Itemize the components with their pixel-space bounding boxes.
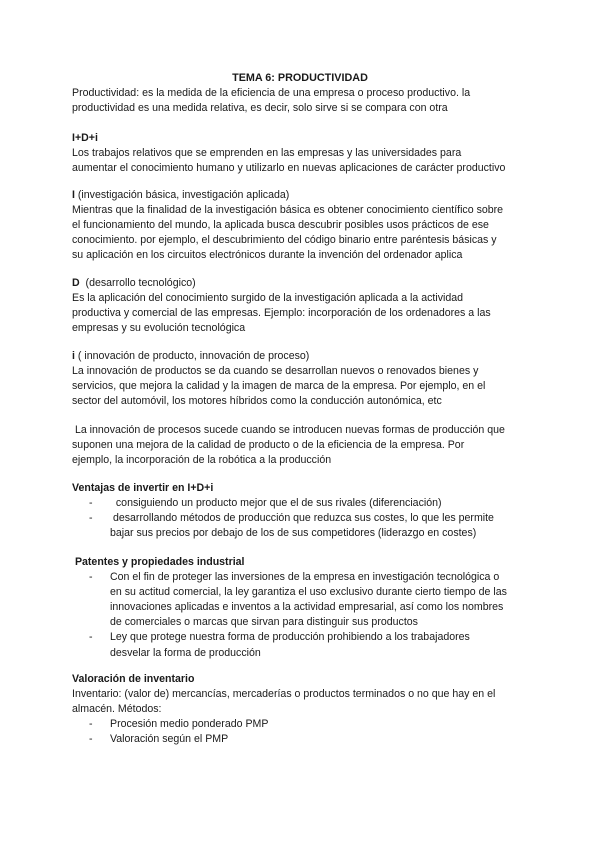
list-item-line: en su actitud comercial, la ley garantiza el uso exclusivo durante cierto tiempo de las [110, 586, 507, 599]
patentes-list [72, 570, 532, 661]
section-investigacion [72, 188, 532, 263]
heading-letter: I [72, 189, 75, 201]
dash-bullet: - [89, 571, 93, 584]
investigacion-line: el funcionamiento del mundo, la aplicada busca descubrir posibles usos prácticos de ese [72, 219, 489, 232]
proceso-line: La innovación de procesos sucede cuando se introducen nuevas formas de producción que [72, 424, 505, 436]
valoracion-line: Inventario: (valor de) mercancías, mercaderías o productos terminados o no que hay en el [72, 688, 496, 701]
list-item-line: Procesión medio ponderado PMP [110, 718, 269, 731]
section-heading-investigacion [72, 188, 532, 203]
heading-subtitle: ( innovación de producto, innovación de proceso) [74, 350, 310, 362]
section-patentes [72, 555, 532, 661]
page-title: TEMA 6: PRODUCTIVIDAD [232, 72, 368, 84]
dash-bullet: - [89, 497, 93, 510]
section-ventajas [72, 481, 532, 541]
investigacion-line: Mientras que la finalidad de la investigación básica es obtener conocimiento científico sobre [72, 204, 504, 217]
proceso-line: ejemplo, la incorporación de la robótica a la producción [72, 454, 332, 467]
innovacion-line: sector del automóvil, los motores híbridos como la conducción autonómica, etc [72, 395, 442, 408]
idi-line: aumentar el conocimiento humano y utilizarlo en nuevas aplicaciones de carácter productivo [72, 162, 506, 175]
desarrollo-line: productiva y comercial de las empresas. Ejemplo: incorporación de los ordenadores a las [72, 307, 491, 320]
idi-line: Los trabajos relativos que se emprenden en las empresas y las universidades para [72, 147, 462, 160]
dash-bullet: - [89, 512, 93, 525]
list-item-line: Ley que protege nuestra forma de producción prohibiendo a los trabajadores [110, 631, 470, 644]
list-item [72, 496, 532, 511]
list-item-line: consiguiendo un producto mejor que el de sus rivales (diferenciación) [110, 497, 442, 510]
list-item [72, 511, 532, 541]
valoracion-list [72, 717, 532, 747]
heading-subtitle: (desarrollo tecnológico) [79, 277, 196, 289]
desarrollo-line: Es la aplicación del conocimiento surgido de la investigación aplicada a la actividad [72, 292, 464, 305]
list-item-line: desvelar la forma de producción [110, 646, 261, 659]
section-heading-patentes: Patentes y propiedades industrial [72, 556, 245, 568]
intro-paragraph [72, 86, 532, 116]
section-idi [72, 131, 532, 176]
heading-subtitle: (investigación básica, investigación aplicada) [74, 189, 290, 201]
intro-line: productividad es una medida relativa, es decir, solo sirve si se compara con otra [72, 102, 448, 115]
list-item-line: Con el fin de proteger las inversiones de la empresa en investigación tecnológica o [110, 571, 500, 584]
dash-bullet: - [89, 733, 93, 746]
section-innovacion [72, 349, 532, 409]
list-item-line: de comerciales o marcas que sirvan para distinguir sus productos [110, 616, 418, 629]
section-heading-innovacion [72, 349, 532, 364]
heading-letter: i [72, 350, 75, 362]
innovacion-proceso-paragraph [72, 423, 532, 468]
ventajas-list [72, 496, 532, 541]
list-item [72, 732, 532, 747]
dash-bullet: - [89, 631, 93, 644]
list-item-line: desarrollando métodos de producción que reduzca sus costes, lo que les permite [110, 512, 494, 525]
dash-bullet: - [89, 718, 93, 731]
innovacion-line: servicios, que mejora la calidad y la imagen de marca de la empresa. Por ejemplo, en el [72, 380, 486, 393]
heading-letter: D [72, 277, 80, 289]
list-item-line: Valoración según el PMP [110, 733, 229, 746]
list-item [72, 570, 532, 630]
section-heading-desarrollo [72, 276, 532, 291]
list-item-line: bajar sus precios por debajo de los de sus competidores (liderazgo en costes) [110, 527, 477, 540]
section-valoracion [72, 672, 532, 747]
section-heading-valoracion: Valoración de inventario [72, 673, 195, 685]
innovacion-line: La innovación de productos se da cuando se desarrollan nuevos o renovados bienes y [72, 365, 479, 378]
section-desarrollo [72, 276, 532, 336]
section-heading-ventajas: Ventajas de invertir en I+D+i [72, 482, 214, 494]
valoracion-line: almacén. Métodos: [72, 703, 162, 716]
list-item-line: innovaciones aplicadas e inventos a la actividad empresarial, así como los nombres [110, 601, 504, 614]
desarrollo-line: empresas y su evolución tecnológica [72, 322, 246, 335]
intro-line: Productividad: es la medida de la eficiencia de una empresa o proceso productivo. la [72, 87, 471, 99]
investigacion-line: conocimiento. por ejemplo, el descubrimiento del código binario entre paréntesis básicas y [72, 234, 497, 247]
list-item [72, 717, 532, 732]
proceso-line: suponen una mejora de la calidad de producto o de la eficiencia de la empresa. Por [72, 439, 465, 452]
list-item [72, 630, 532, 660]
section-heading-idi: I+D+i [72, 132, 98, 144]
investigacion-line: su aplicación en los circuitos electrónicos durante la invención del ordenador aplica [72, 249, 463, 262]
